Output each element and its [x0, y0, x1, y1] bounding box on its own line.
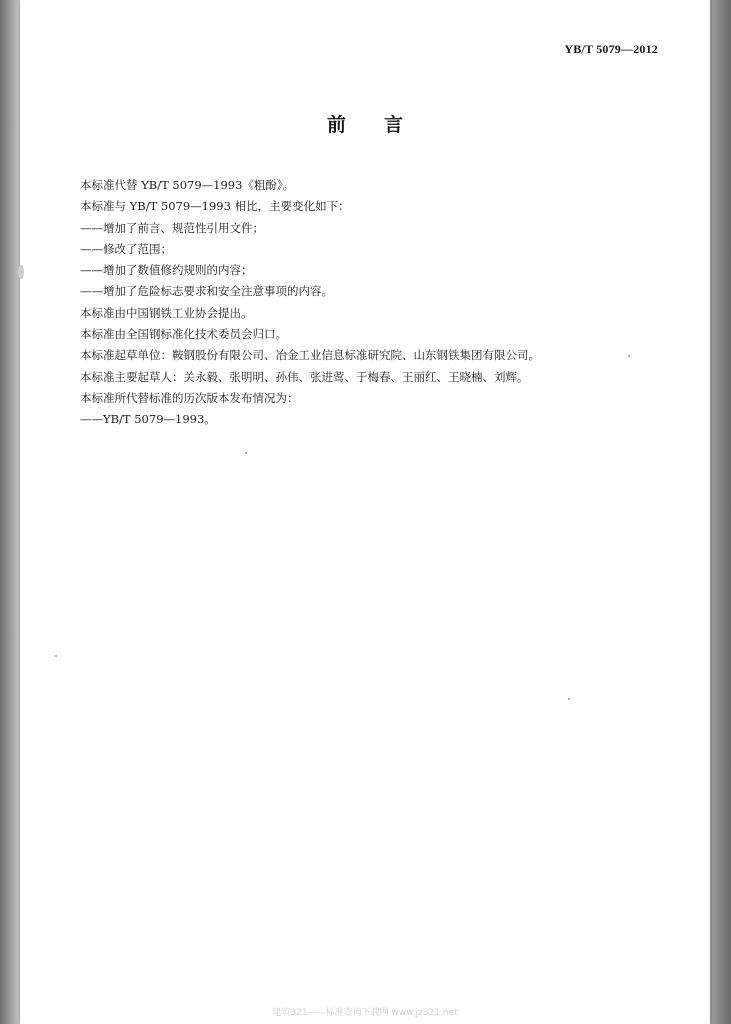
page-title: 前言: [326, 114, 441, 136]
body-line: 本标准起草单位：鞍钢股份有限公司、冶金工业信息标准研究院、山东钢铁集团有限公司。: [80, 348, 540, 363]
body-line: 本标准主要起草人：关永毅、张明明、孙伟、张进莺、于梅春、王丽红、王晓楠、刘辉。: [80, 369, 529, 384]
scan-speck: [628, 355, 630, 357]
body-line: ——修改了范围；: [80, 241, 172, 256]
footer-watermark: 建筑321——标准查询下载网 www.jz321.net: [272, 1008, 458, 1018]
body-line: 本标准与 YB/T 5079—1993 相比，主要变化如下：: [80, 199, 350, 214]
body-line: ——增加了数值修约规则的内容；: [80, 263, 253, 278]
document-page: [20, 0, 710, 1024]
body-line: 本标准由全国钢标准化技术委员会归口。: [80, 327, 287, 342]
body-line: ——增加了前言、规范性引用文件；: [80, 220, 264, 235]
scan-speck: [568, 698, 570, 700]
body-line: ——YB/T 5079—1993。: [80, 412, 216, 427]
body-line: ——增加了危险标志要求和安全注意事项的内容。: [80, 284, 333, 299]
body-line: 本标准代替 YB/T 5079—1993《粗酚》。: [80, 178, 295, 192]
scan-speck: [245, 452, 247, 454]
scan-speck: [55, 655, 57, 657]
standard-code: YB/T 5079—2012: [564, 42, 658, 56]
scan-speck: [18, 265, 24, 279]
body-line: 本标准由中国钢铁工业协会提出。: [80, 305, 253, 320]
foreword-body: [80, 175, 680, 431]
body-line: 本标准所代替标准的历次版本发布情况为：: [80, 390, 299, 405]
